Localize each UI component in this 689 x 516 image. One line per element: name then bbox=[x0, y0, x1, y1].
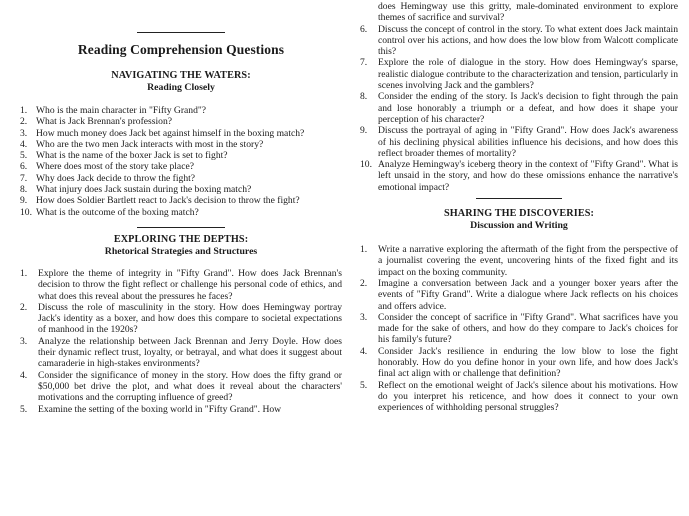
list-item: 9. Discuss the portrayal of aging in "Fifty Grand". How does Jack's awareness of his declining physical abilities influence his decisions, and how does this reflect broader themes of mortality? bbox=[360, 125, 678, 159]
list-item: 8. Consider the ending of the story. Is Jack's decision to fight through the pain and lose honorably a triumph or a defeat, and how does it shape your perception of his character? bbox=[360, 91, 678, 125]
list-item: 2. What is Jack Brennan's profession? bbox=[20, 116, 173, 128]
page-title: Reading Comprehension Questions bbox=[77, 42, 285, 57]
list-item: 5. Reflect on the emotional weight of Jack's silence about his motivations. How do you interpret his reticence, and how does it connect to your own experiences of withholding personal struggles? bbox=[360, 379, 678, 414]
section-1-title: NAVIGATING THE WATERS: bbox=[111, 70, 251, 81]
list-item: 7. Explore the role of dialogue in the story. How does Hemingway's sparse, realistic dialogue contribute to the characterization and tension, particularly in scenes involving Jack and the gamblers? bbox=[360, 57, 678, 92]
list-item: 6. Discuss the concept of control in the story. To what extent does Jack maintain control over his actions, and how does the low blow from Walcott complicate this? bbox=[360, 23, 678, 58]
list-item: 3. Consider the concept of sacrifice in "Fifty Grand". What sacrifices have you made for the sake of others, and how do they compare to Jack's choices for his family's future? bbox=[360, 311, 678, 346]
list-item: 4. Consider the significance of money in the story. How does the fifty grand or $50,000 bet drive the plot, and what does it reveal about the characters' motivations and the corrupting influence of greed? bbox=[20, 369, 342, 404]
right-column bbox=[360, 1, 678, 414]
section-3-rule bbox=[476, 198, 562, 199]
section-1-subtitle: Reading Closely bbox=[147, 82, 215, 93]
section-2-list-continued bbox=[360, 24, 678, 193]
list-item: 5. Examine the setting of the boxing world in "Fifty Grand". How bbox=[20, 403, 282, 415]
list-item: 4. Consider Jack's resilience in enduring the low blow to lose the fight honorably. How do you define honor in your own life, and how does Jack's final act align with or challenge that definition? bbox=[360, 345, 678, 380]
list-item: 9. How does Soldier Bartlett react to Jack's decision to throw the fight? bbox=[20, 195, 300, 207]
list-item: 1. Write a narrative exploring the aftermath of the fight from the perspective of a journalist covering the event, uncovering hints of the fixed fight and its impact on the boxing community. bbox=[360, 244, 678, 278]
list-item: 8. What injury does Jack sustain during the boxing match? bbox=[20, 184, 252, 196]
section-3-subtitle: Discussion and Writing bbox=[470, 220, 568, 232]
list-item: 3. Analyze the relationship between Jack Brennan and Jerry Doyle. How does their dynamic reflect trust, loyalty, or betrayal, and what does it suggest about camaraderie in high-stakes environments? bbox=[20, 335, 342, 370]
list-item: 1. Explore the theme of integrity in "Fifty Grand". How does Jack Brennan's decision to throw the fight reflect or challenge his personal code of ethics, and what does this reveal about the pressures he faces? bbox=[20, 267, 342, 302]
list-item: 2. Imagine a conversation between Jack and a younger boxer years after the events of "Fifty Grand". Write a dialogue where Jack reflects on his choices and offers advice. bbox=[360, 277, 678, 312]
list-item: 5. What is the name of the boxer Jack is set to fight? bbox=[20, 150, 228, 162]
section-2-subtitle: Rhetorical Strategies and Structures bbox=[104, 245, 258, 257]
section-2-title: EXPLORING THE DEPTHS: bbox=[113, 233, 249, 245]
list-item: 6. Where does most of the story take place? bbox=[20, 161, 194, 173]
list-item-continuation: does Hemingway use this gritty, male-dominated environment to explore themes of sacrifice and survival? bbox=[378, 1, 678, 24]
section-2-rule bbox=[137, 227, 225, 228]
list-item: 1. Who is the main character in "Fifty Grand"? bbox=[20, 105, 207, 116]
left-column bbox=[20, 0, 342, 415]
list-item: 7. Why does Jack decide to throw the fight? bbox=[20, 172, 196, 184]
list-item: 3. How much money does Jack bet against himself in the boxing match? bbox=[20, 127, 305, 139]
section-3-title: SHARING THE DISCOVERIES: bbox=[444, 208, 594, 220]
list-item: 4. Who are the two men Jack interacts with most in the story? bbox=[20, 138, 264, 150]
list-item: 10. What is the outcome of the boxing match? bbox=[20, 206, 199, 218]
section-3-list bbox=[360, 244, 678, 413]
title-top-rule bbox=[137, 32, 225, 33]
section-1-list bbox=[20, 105, 342, 218]
list-item: 2. Discuss the role of masculinity in the story. How does Hemingway portray Jack's identity as a boxer, and how does this compare to societal expectations of manhood in the 1920s? bbox=[20, 301, 342, 336]
section-2-list bbox=[20, 268, 342, 415]
list-item: 10. Analyze Hemingway's iceberg theory in the context of "Fifty Grand". What is left unsaid in the story, and how do these omissions enhance the narrative's emotional impact? bbox=[360, 159, 678, 193]
